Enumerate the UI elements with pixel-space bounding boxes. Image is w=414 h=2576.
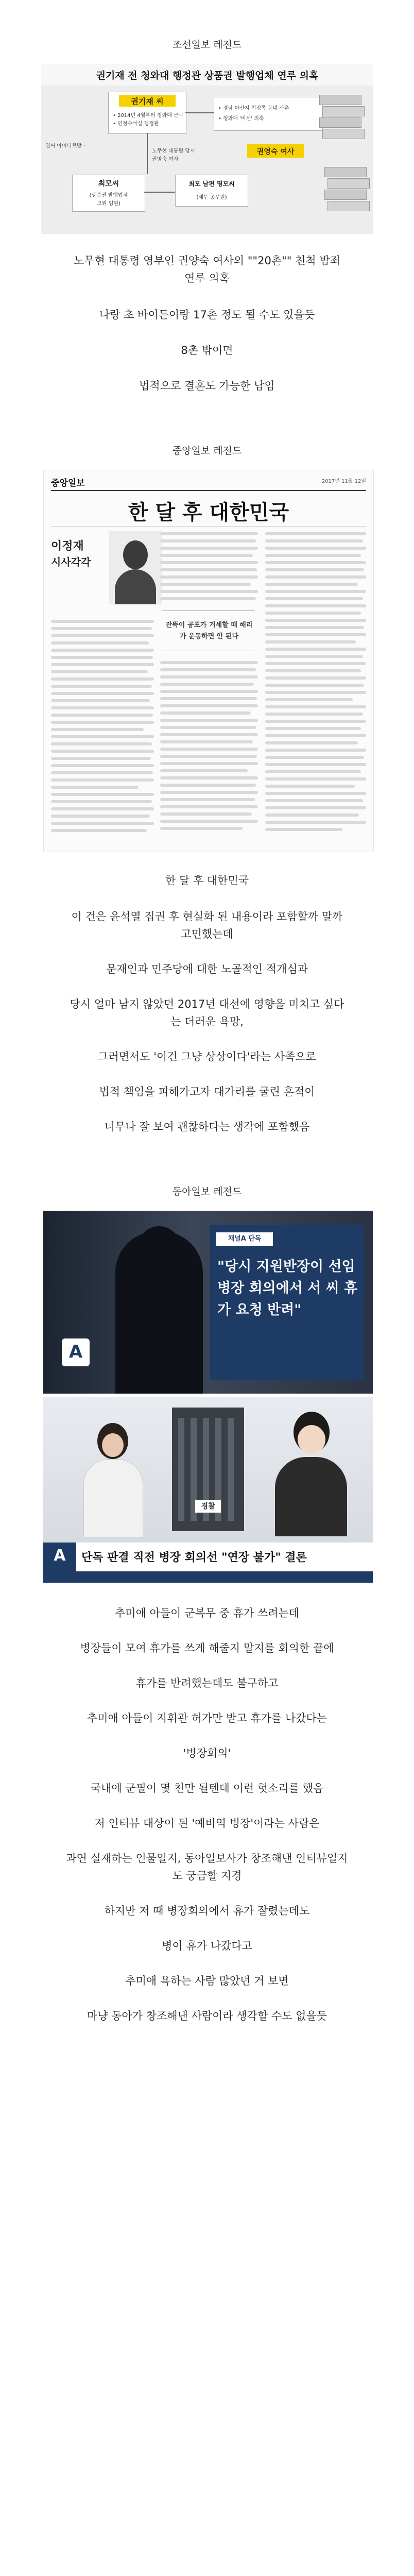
joongang-text-2: 이 건은 윤석열 집권 후 현실화 된 내용이라 포함할까 말까	[71, 910, 343, 923]
label-kwon-yeosa: 권영숙 여사	[247, 144, 304, 158]
columnist-block: 이정재 시사각각	[51, 531, 164, 608]
box-choi: 최모씨 (상품권 발행업체 고위 임원)	[72, 175, 145, 212]
donga-text-5: '병장회의'	[183, 1747, 231, 1759]
donga-text-2: 병장들이 모여 휴가를 쓰게 해줄지 말지를 회의한 끝에	[80, 1642, 334, 1654]
chosun-text-1: 노무현 대통령 영부인 권양숙 여사의 ""20촌"" 친척 밤죄	[74, 255, 340, 267]
joongang-text-1: 한 달 후 대한민국	[165, 874, 249, 887]
video-still-1	[43, 1211, 373, 1394]
chosun-text-5: 법적으로 결혼도 가능한 남임	[139, 380, 275, 392]
donga-text-11: 병이 휴가 나갔다고	[162, 1940, 252, 1952]
joongang-clipping: 중앙일보 2017년 11월 12일 한 달 후 대한민국 이정재 시사각각 잔뜩이 공포가 거세할 때 해리가 운동하면 안 된다	[43, 470, 374, 852]
infographic-headline: 권기재 전 청와대 행정관 상품권 발행업체 연루 의혹	[96, 70, 319, 81]
section-title-chosun: 조선일보 레전드	[172, 39, 242, 50]
video-still-2	[43, 1397, 373, 1583]
video1-caption: "당시 지원반장이 선임병장 회의에서 서 씨 휴가 요청 반려"	[217, 1259, 358, 1318]
donga-text-8: 과연 실재하는 인물일지, 동아일보사가 창조해낸 인터뷰일지	[66, 1852, 348, 1865]
box-kwon-yangsook: • 경남 마산지 친정쪽 동네 사촌 • 청와대 '비선' 의혹	[214, 97, 323, 131]
pull-quote: 잔뜩이 공포가 거세할 때 해리가 운동하면 안 된다	[165, 621, 253, 640]
video2-caption: 단독 판결 직전 병장 회의선 "연장 불가" 결론	[81, 1551, 307, 1564]
box-kwon: 권기재 씨 • 2014년 4월부터 청와대 근무 • 민정수석실 행정관	[108, 92, 186, 134]
joongang-text-6: 는 더러운 욕망,	[170, 1015, 244, 1028]
chosun-infographic: 권기재 전 청와대 행정관 상품권 발행업체 연루 의혹 권기재 씨 • 2014년 4월부터 청와대 근무 • 민정수석실 행정관 • 경남 마산지 친정쪽 동네 사촌 • 청와대 '비선' 의혹 권영숙 여사 권씨 아이디르방 · 노무현 대통령 당시 권영숙 여사 최모씨 (상품권 발행업체 고위 임원) 최모 남편 명모씨 (세무 공무원)	[41, 64, 373, 234]
chosun-text-4: 8촌 밖이면	[181, 344, 233, 357]
box-myung: 최모 남편 명모씨 (세무 공무원)	[175, 175, 248, 207]
woman-figure	[265, 1408, 357, 1536]
section-title-donga: 동아일보 레전드	[172, 1186, 242, 1197]
news-anchor	[74, 1418, 151, 1536]
masthead: 중앙일보	[51, 478, 85, 488]
joongang-text-3: 고민했는데	[181, 928, 233, 940]
lower-third: A 단독 판결 직전 병장 회의선 "연장 불가" 결론	[43, 1543, 373, 1571]
cash-stack-icon-2	[324, 167, 371, 218]
chosun-text-2: 연루 의혹	[184, 272, 230, 284]
donga-text-12: 추미애 욕하는 사람 많았던 거 보면	[125, 1975, 289, 1987]
joongang-text-5: 당시 얼마 남지 않았던 2017년 대선에 영향을 미치고 싶다	[70, 998, 344, 1010]
building: 경찰	[172, 1408, 244, 1531]
donga-text-7: 저 인터뷰 대상이 된 '예비역 병장'이라는 사람은	[94, 1817, 320, 1829]
donga-text-1: 추미애 아들이 군복무 중 휴가 쓰려는데	[115, 1607, 299, 1619]
joongang-text-9: 너무나 잘 보여 괜찮하다는 생각에 포함했음	[104, 1121, 310, 1133]
donga-text-3: 휴가를 반려했는데도 불구하고	[135, 1677, 279, 1689]
donga-text-9: 도 궁금할 지경	[172, 1870, 242, 1882]
channel-a-logo: A	[62, 1338, 90, 1366]
cash-stack-icon	[319, 95, 366, 146]
joongang-text-4: 문재인과 민주당에 대한 노골적인 적개심과	[106, 963, 308, 975]
section-title-joongang: 중앙일보 레전드	[172, 445, 242, 456]
joongang-text-8: 법적 책임을 피해가고자 대가리를 굴린 흔적이	[99, 1086, 315, 1098]
caption-panel: 채널A 단독 "당시 지원반장이 선임병장 회의에서 서 씨 휴가 요청 반려"	[210, 1225, 365, 1380]
donga-text-13: 마냥 동아가 창조해낸 사람이라 생각할 수도 없을듯	[87, 2010, 327, 2022]
chosun-text-3: 나랑 초 바이든이랑 17촌 정도 될 수도 있을듯	[99, 309, 315, 321]
donga-text-6: 국내에 군필이 몇 천만 될텐데 이런 헛소리를 했음	[90, 1782, 324, 1794]
clipping-headline: 한 달 후 대한민국	[128, 500, 289, 524]
joongang-text-7: 그러면서도 '이건 그냥 상상이다'라는 사족으로	[98, 1050, 316, 1063]
donga-text-4: 추미애 아들이 지휘관 허가만 받고 휴가를 나갔다는	[87, 1712, 327, 1724]
donga-text-10: 하지만 저 때 병장회의에서 휴가 잘렸는데도	[104, 1905, 310, 1917]
columnist-photo	[109, 531, 162, 604]
